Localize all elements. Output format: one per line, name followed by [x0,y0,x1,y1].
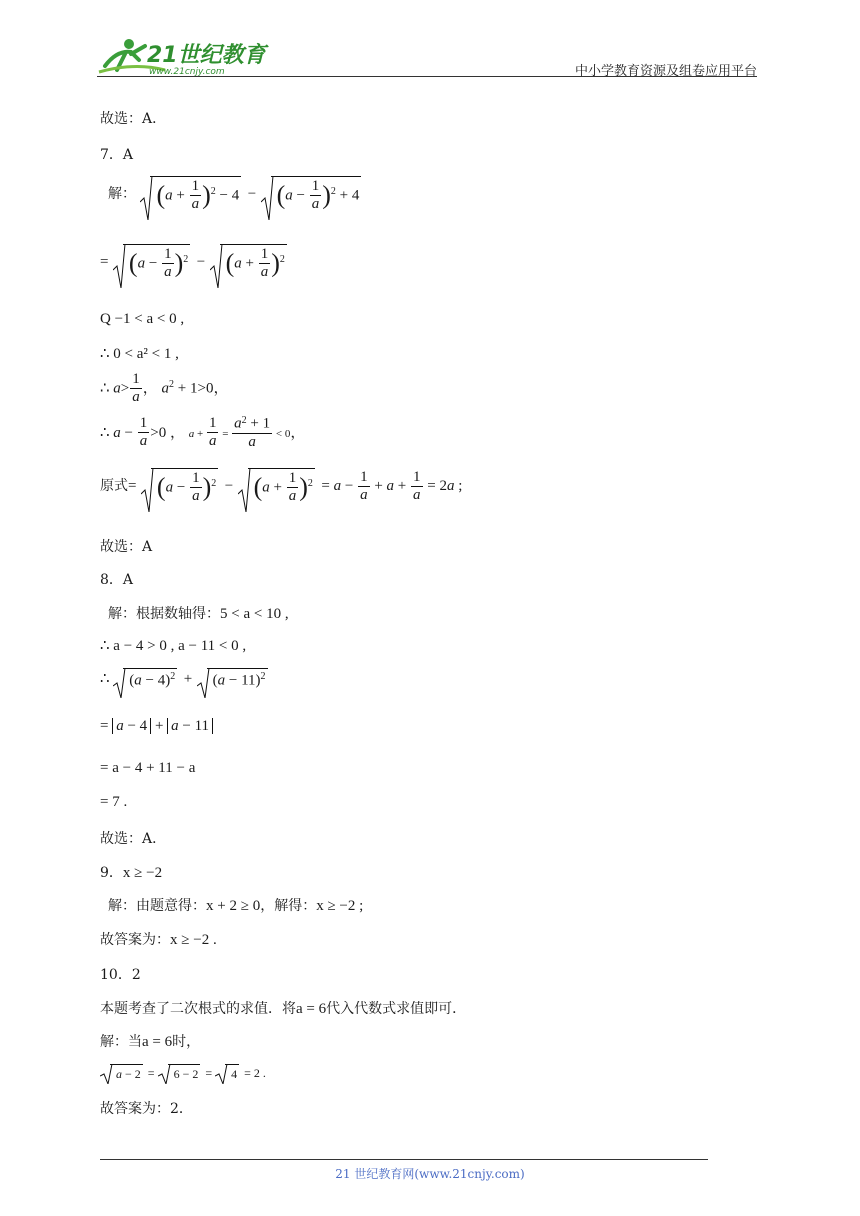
question-8-answer: 8．A [100,572,134,588]
q10-solution: 解：当a = 6时， [100,1034,201,1050]
q8-solution-line4: = a − 4 + a − 11 [100,718,213,735]
q9-solution: 解：由题意得：x + 2 ≥ 0，解得：x ≥ −2 ; [108,898,364,914]
q8-solution-line2: ∴ a − 4 > 0 , a − 11 < 0 , [100,638,247,654]
q10-calculation: a − 2 = 6 − 2 = 4 = 2 . [100,1064,266,1082]
question-7-answer: 7．A [100,147,134,163]
answer-line: 故选：A． [100,111,167,127]
svg-text:www.21cnjy.com: www.21cnjy.com [149,67,225,77]
q7-a-squared: ∴ 0 < a² < 1 , [100,346,179,362]
question-10-answer: 10．2 [100,967,141,983]
q10-description: 本题考查了二次根式的求值．将a = 6代入代数式求值即可． [100,1001,467,1017]
question-9-answer: 9．x ≥ −2 [100,865,163,881]
q8-solution-line6: = 7 . [100,794,128,810]
q9-answer: 故答案为：x ≥ −2 . [100,932,217,948]
q8-answer: 故选：A． [100,831,167,847]
header-platform-title: 中小学教育资源及组卷应用平台 [574,64,757,79]
svg-text:21世纪教育: 21世纪教育 [147,43,266,68]
footer-divider [100,1159,708,1160]
q8-solution-line5: = a − 4 + 11 − a [100,760,196,776]
q7-answer: 故选：A [100,539,153,555]
q7-solution-line1: 解： (a + $\frac{1}{a}$ )$^2$ − 4 − (a − $\frac{1}{a}$ )$^2$ + 4 [108,176,363,212]
q10-answer: 故答案为：2． [100,1101,193,1117]
footer-source: 21 世纪教育网(www.21cnjy.com) [335,1167,525,1181]
q8-solution-line3: ∴ $(a - 4)^2$ + $(a - 11)^2$ [100,668,270,690]
site-logo [95,36,270,78]
q7-conclusion: 原式= (a − $\frac{1}{a}$ )$^2$ − (a + $\frac{1}{a}$ )$^2$ = a − $\frac{1}{a}$ + a + $\frac{1}{a}$ = 2a ; [100,468,462,504]
header-divider [97,76,757,77]
q7-condition: Q −1 < a < 0 , [100,311,185,327]
q8-solution-line1: 解：根据数轴得：5 < a < 10 , [108,606,289,622]
q7-step4: ∴ a − $\frac{1}{a}$ >0 ， a + $\frac{1}{a}$ = $\frac{a^2 + 1}{a}$ < 0， [100,415,306,450]
q7-solution-line2: = (a − $\frac{1}{a}$ )$^2$ − (a + $\frac{1}{a}$ )$^2$ [100,244,289,280]
q7-step3: ∴ a> $\frac{1}{a}$ ， $a^2 + 1>0$， [100,371,229,405]
